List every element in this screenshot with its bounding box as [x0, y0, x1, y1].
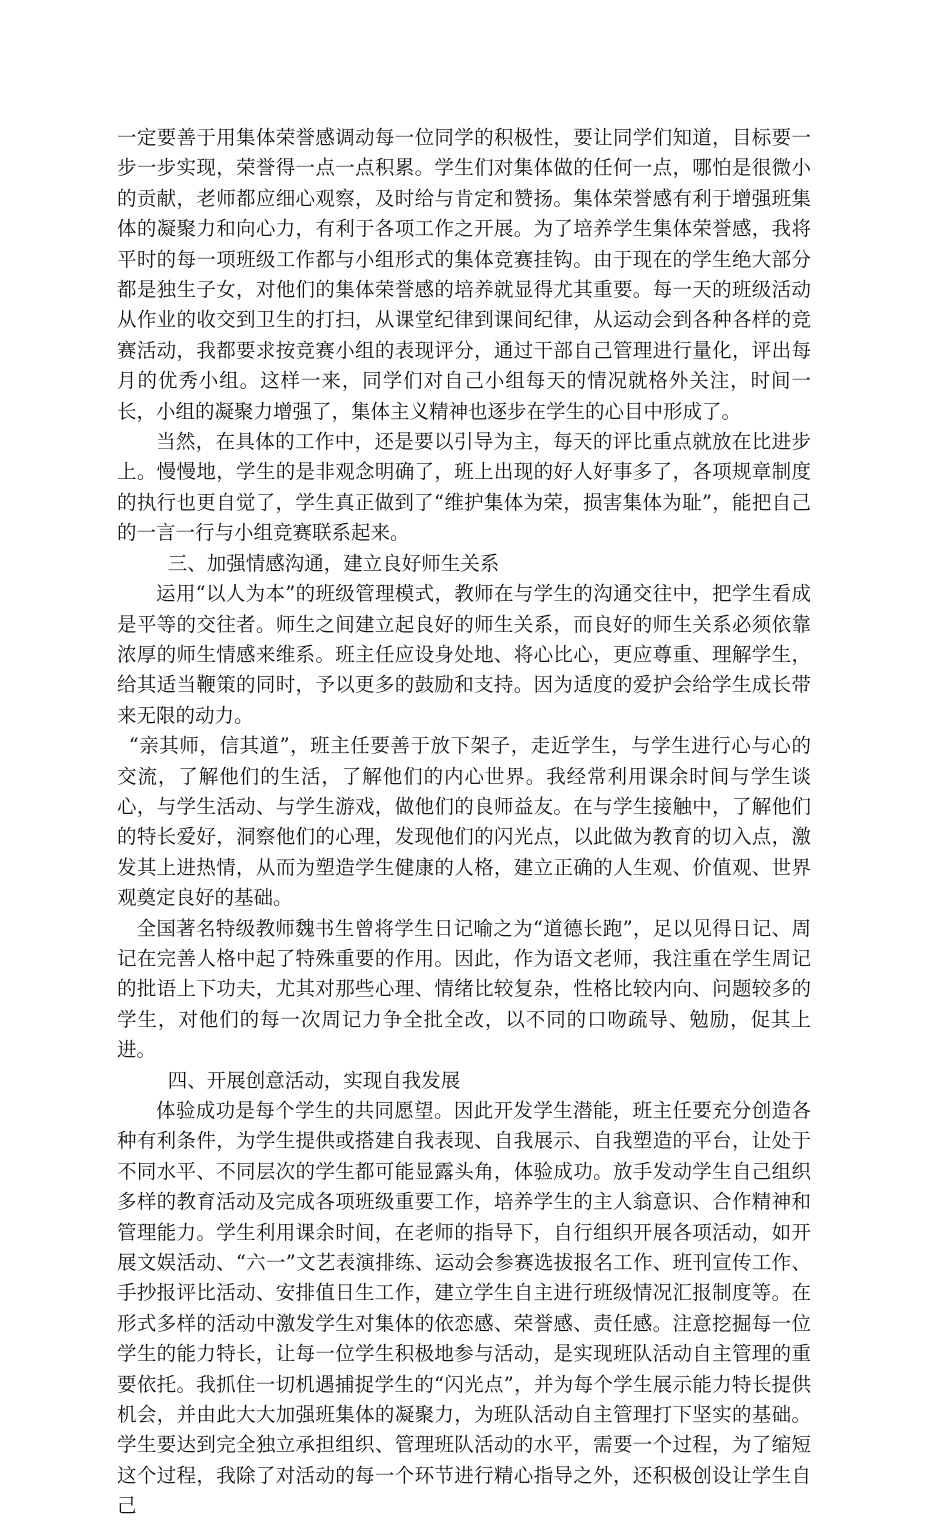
paragraph-diary: 全国著名特级教师魏书生曾将学生日记喻之为“道德长跑”，足以见得日记、周记在完善人格中起了特殊重要的作用。因此，作为语文老师，我注重在学生周记的批语上下功夫，尤其对那些心理、情绪比较复杂，性格比较内向、问题较多的学生，对他们的每一次周记力争全批全改，以不同的口吻疏导、勉励，促其上进。: [117, 916, 811, 1062]
section-heading-3: 三、加强情感沟通，建立良好师生关系: [167, 551, 500, 575]
paragraph-guidance: 当然，在具体的工作中，还是要以引导为主，每天的评比重点就放在比进步上。慢慢地，学生的是非观念明确了，班上出现的好人好事多了，各项规章制度的执行也更自觉了，学生真正做到了“维护集体为荣，损害集体为耻”，能把自己的一言一行与小组竞赛联系起来。: [117, 430, 811, 545]
section-heading-4: 四、开展创意活动，实现自我发展: [167, 1068, 461, 1092]
document-body: [117, 123, 811, 1522]
paragraph-people-oriented: 运用“以人为本”的班级管理模式，教师在与学生的沟通交往中，把学生看成是平等的交往者。师生之间建立起良好的师生关系，而良好的师生关系必须依靠浓厚的师生情感来维系。班主任应设身处地、将心比心，更应尊重、理解学生，给其适当鞭策的同时，予以更多的鼓励和支持。因为适度的爱护会给学生成长带来无限的动力。: [117, 582, 811, 727]
paragraph-close-to-students: “亲其师，信其道”，班主任要善于放下架子，走近学生，与学生进行心与心的交流，了解他们的生活，了解他们的内心世界。我经常利用课余时间与学生谈心，与学生活动、与学生游戏，做他们的良师益友。在与学生接触中，了解他们的特长爱好，洞察他们的心理，发现他们的闪光点，以此做为教育的切入点，激发其上进热情，从而为塑造学生健康的人格，建立正确的人生观、价值观、世界观奠定良好的基础。: [117, 734, 811, 910]
paragraph-creative-activities: 体验成功是每个学生的共同愿望。因此开发学生潜能，班主任要充分创造各种有利条件，为学生提供或搭建自我表现、自我展示、自我塑造的平台，让处于不同水平、不同层次的学生都可能显露头角，体验成功。放手发动学生自己组织多样的教育活动及完成各项班级重要工作，培养学生的主人翁意识、合作精神和管理能力。学生利用课余时间，在老师的指导下，自行组织开展各项活动，如开展文娱活动、“六一”文艺表演排练、运动会参赛选拔报名工作、班刊宣传工作、手抄报评比活动、安排值日生工作，建立学生自主进行班级情况汇报制度等。在形式多样的活动中激发学生对集体的依恋感、荣誉感、责任感。注意挖掘每一位学生的能力特长，让每一位学生积极地参与活动，是实现班队活动自主管理的重要依托。我抓住一切机遇捕捉学生的“闪光点”，并为每个学生展示能力特长提供机会，并由此大大加强班集体的凝聚力，为班队活动自主管理打下坚实的基础。学生要达到完全独立承担组织、管理班队活动的水平，需要一个过程，为了缩短这个过程，我除了对活动的每一个环节进行精心指导之外，还积极创设让学生自己: [117, 1099, 811, 1518]
paragraph-collective-honor: 一定要善于用集体荣誉感调动每一位同学的积极性，要让同学们知道，目标要一步一步实现，荣誉得一点一点积累。学生们对集体做的任何一点，哪怕是很微小的贡献，老师都应细心观察，及时给与肯定和赞扬。集体荣誉感有利于增强班集体的凝聚力和向心力，有利于各项工作之开展。为了培养学生集体荣誉感，我将平时的每一项班级工作都与小组形式的集体竞赛挂钩。由于现在的学生绝大部分都是独生子女，对他们的集体荣誉感的培养就显得尤其重要。每一天的班级活动从作业的收交到卫生的打扫，从课堂纪律到课间纪律，从运动会到各种各样的竞赛活动，我都要求按竞赛小组的表现评分，通过干部自己管理进行量化，评出每月的优秀小组。这样一来，同学们对自己小组每天的情况就格外关注，时间一长，小组的凝聚力增强了，集体主义精神也逐步在学生的心目中形成了。: [117, 126, 811, 423]
